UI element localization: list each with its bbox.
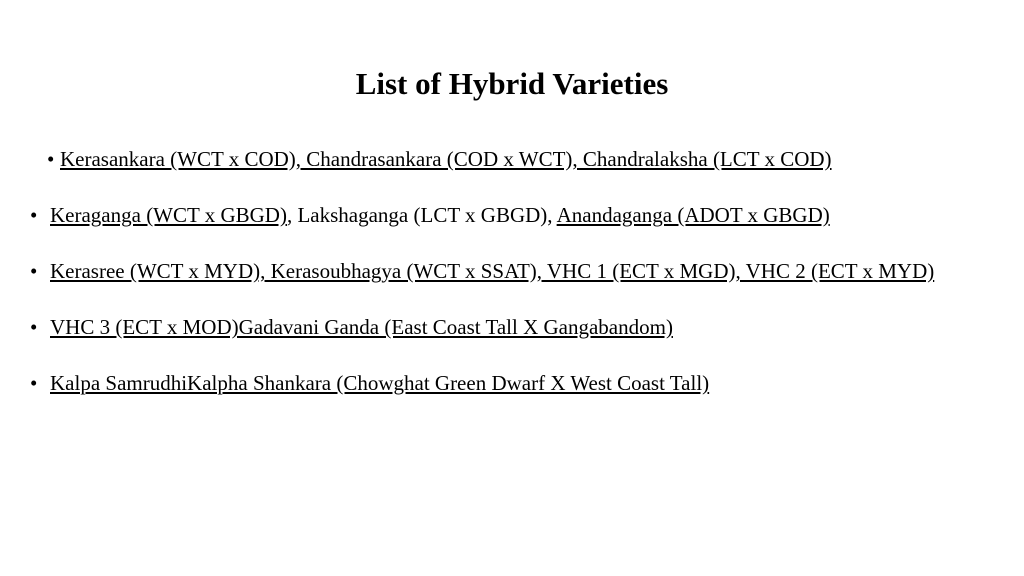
list-item-text: Anandaganga (ADOT x GBGD) bbox=[556, 203, 830, 227]
list-item bbox=[30, 197, 995, 233]
slide-title: List of Hybrid Varieties bbox=[355, 66, 669, 101]
bullet-dot: • bbox=[30, 259, 38, 283]
list-item-text: , Lakshaganga (LCT x GBGD), bbox=[286, 203, 557, 227]
list-item bbox=[30, 365, 995, 401]
list-item bbox=[30, 309, 995, 345]
list-item bbox=[47, 141, 995, 177]
bullet-dot: • bbox=[30, 203, 38, 227]
bullet-dot: • bbox=[47, 147, 55, 171]
list-item-text: Kerasankara (WCT x COD), Chandrasankara (COD x WCT), Chandralaksha (LCT x COD) bbox=[60, 147, 832, 171]
bullet-dot: • bbox=[30, 371, 38, 395]
list-item bbox=[30, 253, 995, 289]
bullet-dot: • bbox=[30, 315, 38, 339]
bullet-list bbox=[30, 141, 995, 401]
list-item-text: Kerasree (WCT x MYD), Kerasoubhagya (WCT x SSAT), VHC 1 (ECT x MGD), VHC 2 (ECT x MYD) bbox=[50, 259, 935, 283]
list-item-text: Kalpa SamrudhiKalpha Shankara (Chowghat Green Dwarf X West Coast Tall) bbox=[50, 371, 710, 395]
list-item-text: VHC 3 (ECT x MOD)Gadavani Ganda (East Coast Tall X Gangabandom) bbox=[50, 315, 673, 339]
list-item-text: Keraganga (WCT x GBGD) bbox=[50, 203, 287, 227]
